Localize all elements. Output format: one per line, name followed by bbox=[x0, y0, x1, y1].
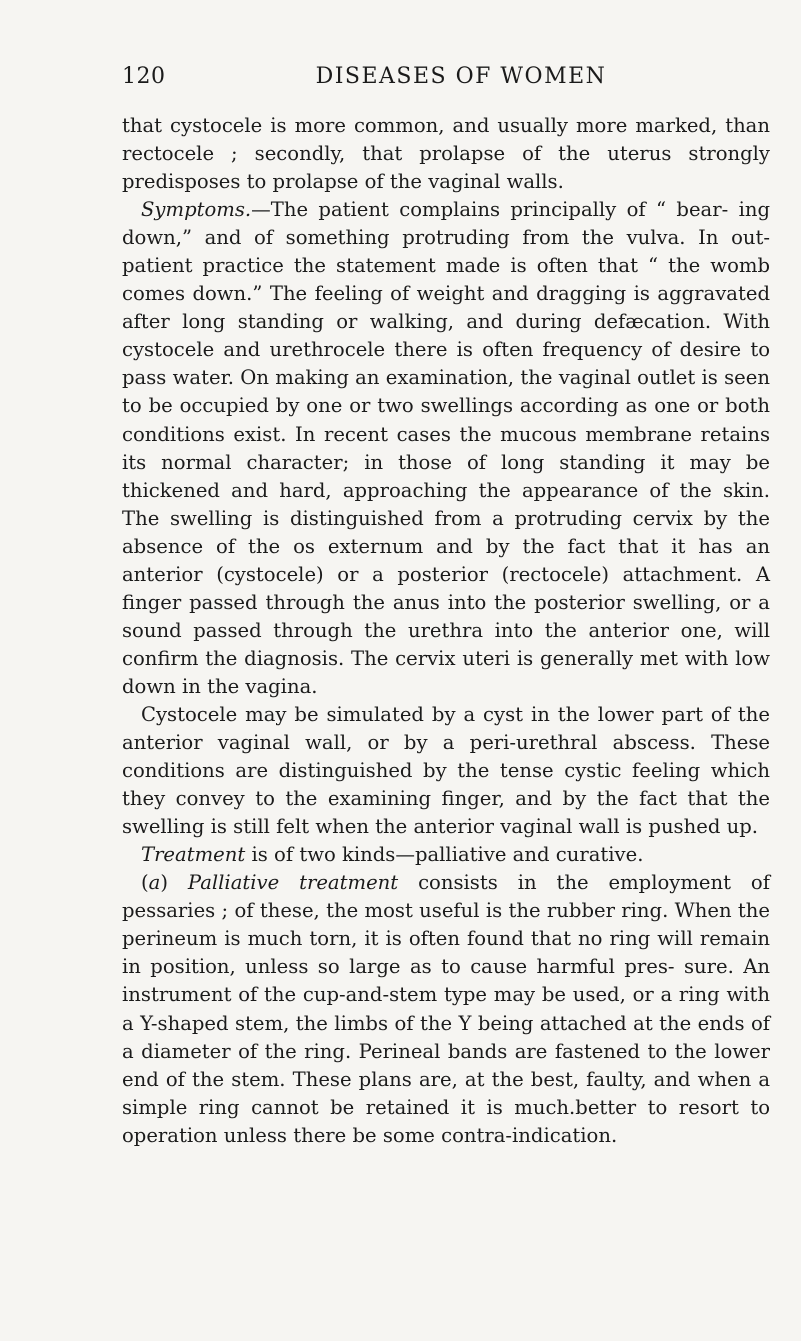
list-marker-open: ( bbox=[141, 871, 149, 895]
paragraph-palliative bbox=[122, 869, 770, 1149]
paragraph-text: consists in the employment of pessaries ; of these, the most useful is the rubber ring. When the perineum is much torn, it is often found that no ring will remain in position, unless so large as to cause harmful pres- sure. An instrument of the cup-and-stem type may be used, or a ring with a Y-shaped stem, the limbs of the Y being attached at the ends of a diameter of the ring. Perineal bands are fastened to the lower end of the stem. These plans are, at the best, faulty, and when a simple ring cannot be retained it is much.better to resort to operation unless there be some contra-indication. bbox=[122, 871, 770, 1147]
running-title: DISEASES OF WOMEN bbox=[315, 64, 607, 89]
paragraph-differential bbox=[122, 701, 770, 841]
paragraph-text: —The patient complains principally of “ bear- ing down,” and of something protruding from the vulva. In out-patient practice the statement made is often that “ the womb comes down.” The feeling of weight and dragging is aggravated after long standing or walking, and during defæcation. With cystocele and urethrocele there is often frequency of desire to pass water. On making an examination, the vaginal outlet is seen to be occupied by one or two swellings according as one or both conditions exist. In recent cases the mucous membrane retains its normal character; in those of long standing it may be thickened and hard, approaching the appearance of the skin. The swelling is distinguished from a protruding cervix by the absence of the os externum and by the fact that it has an anterior (cystocele) or a posterior (rectocele) attachment. A finger passed through the anus into the posterior swelling, or a sound passed through the urethra into the anterior one, will confirm the diagnosis. The cervix uteri is generally met with low down in the vagina. bbox=[122, 198, 770, 698]
section-lead-symptoms: Symptoms. bbox=[141, 198, 252, 222]
page-number: 120 bbox=[122, 64, 166, 89]
paragraph-continuation bbox=[122, 112, 770, 196]
page-header bbox=[122, 64, 770, 96]
paragraph-treatment bbox=[122, 841, 770, 869]
body-text bbox=[122, 112, 770, 1150]
section-lead-palliative: Palliative treatment bbox=[187, 871, 399, 895]
list-marker-close: ) bbox=[160, 871, 188, 895]
paragraph-text: Cystocele may be simulated by a cyst in the lower part of the anterior vaginal wall, or by a peri-urethral abscess. These conditions are distinguished by the tense cystic feeling which they convey to the examining finger, and by the fact that the swelling is still felt when the anterior vaginal wall is pushed up. bbox=[122, 702, 770, 839]
paragraph-text: that cystocele is more common, and usually more marked, than rectocele ; secondly, that prolapse of the uterus strongly predisposes to prolapse of the vaginal walls. bbox=[122, 114, 770, 194]
paragraph-symptoms bbox=[122, 196, 770, 701]
section-lead-treatment: Treatment bbox=[141, 843, 246, 867]
paragraph-text: is of two kinds—palliative and curative. bbox=[245, 843, 644, 867]
list-marker-letter: a bbox=[148, 871, 161, 895]
